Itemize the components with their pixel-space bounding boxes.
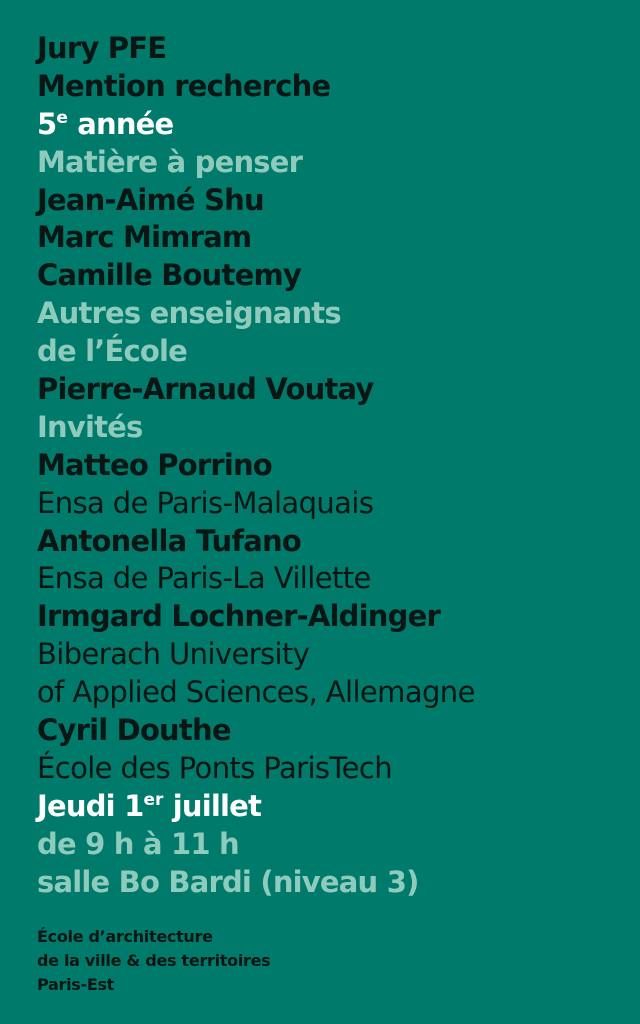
jury-title: Jury PFE <box>37 31 167 65</box>
teacher-name: Camille Boutemy <box>37 258 301 293</box>
other-teachers-label-cont: de l’École <box>37 334 188 369</box>
studio-label: Matière à penser <box>37 144 303 179</box>
guest-affiliation: École des Ponts ParisTech <box>37 750 392 785</box>
teacher-name: Marc Mimram <box>37 220 252 255</box>
mention-title: Mention recherche <box>37 68 331 103</box>
event-time: de 9 h à 11 h <box>37 826 239 861</box>
guests-label: Invités <box>37 409 143 444</box>
event-date <box>37 788 627 826</box>
school-footer <box>37 925 437 997</box>
date-suffix: juillet <box>163 788 262 823</box>
poster-main-text <box>37 30 627 901</box>
year-superscript: e <box>56 107 68 128</box>
year-word: année <box>67 106 174 141</box>
guest-affiliation: Ensa de Paris-La Villette <box>37 561 371 596</box>
guest-name: Matteo Porrino <box>37 447 272 482</box>
guest-affiliation: Ensa de Paris-Malaquais <box>37 485 374 520</box>
other-teacher-name: Pierre-Arnaud Voutay <box>37 372 374 407</box>
teacher-name: Jean-Aimé Shu <box>37 182 264 217</box>
guest-name: Irmgard Lochner-Aldinger <box>37 599 440 634</box>
date-superscript: er <box>143 789 164 810</box>
year-number: 5 <box>37 106 57 141</box>
other-teachers-label: Autres enseignants <box>37 296 341 331</box>
date-prefix: Jeudi 1 <box>37 788 144 823</box>
guest-affiliation-cont: of Applied Sciences, Allemagne <box>37 675 475 710</box>
guest-affiliation: Biberach University <box>37 637 310 672</box>
event-room: salle Bo Bardi (niveau 3) <box>37 864 419 899</box>
school-name-line: École d’architecture <box>37 927 213 946</box>
guest-name: Cyril Douthe <box>37 713 231 748</box>
school-name-line: de la ville & des territoires <box>37 951 271 970</box>
school-name-line: Paris-Est <box>37 975 115 994</box>
year-title <box>37 106 627 144</box>
guest-name: Antonella Tufano <box>37 523 301 558</box>
